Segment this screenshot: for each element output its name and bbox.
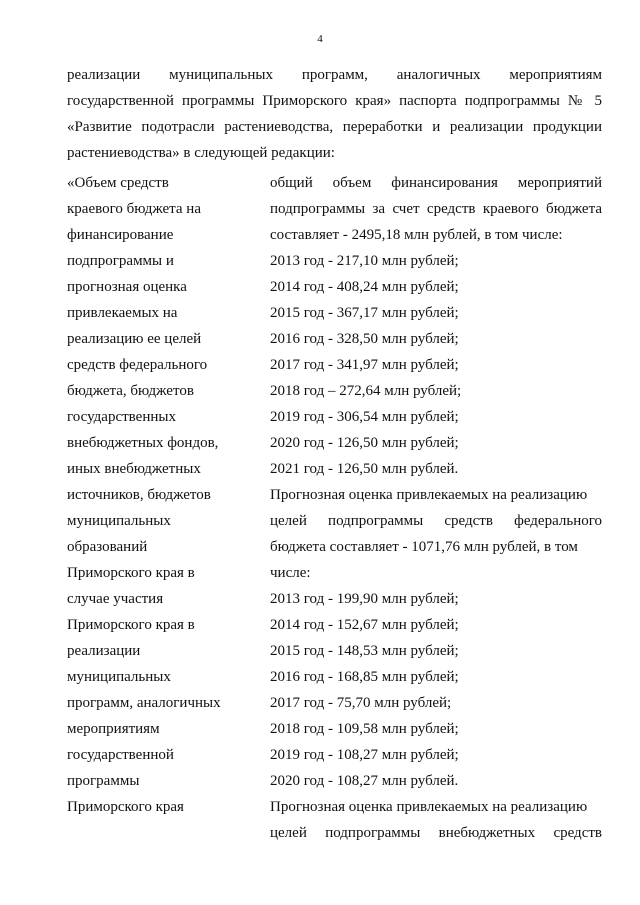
label-line: случае участия bbox=[67, 591, 164, 607]
label-line: государственной bbox=[67, 747, 174, 763]
value-line: числе: bbox=[270, 565, 311, 581]
value-line: составляет - 2495,18 млн рублей, в том числе: bbox=[270, 227, 563, 243]
value-line: подпрограммы за счет средств краевого бюджета bbox=[270, 201, 602, 217]
intro-line: реализации муниципальных программ, аналогичных мероприятиям bbox=[67, 67, 602, 83]
label-line: бюджета, бюджетов bbox=[67, 383, 194, 399]
value-line: 2014 год - 152,67 млн рублей; bbox=[270, 617, 459, 633]
intro-line: растениеводства» в следующей редакции: bbox=[67, 145, 335, 161]
intro-paragraph bbox=[67, 62, 602, 166]
value-line: Прогнозная оценка привлекаемых на реализацию bbox=[270, 487, 588, 503]
passport-field-value bbox=[270, 170, 602, 846]
label-line: реализацию ее целей bbox=[67, 331, 202, 347]
value-line: 2016 год - 328,50 млн рублей; bbox=[270, 331, 459, 347]
value-line: целей подпрограммы внебюджетных средств bbox=[270, 825, 602, 841]
value-line: 2017 год - 341,97 млн рублей; bbox=[270, 357, 459, 373]
label-line: иных внебюджетных bbox=[67, 461, 201, 477]
label-line: привлекаемых на bbox=[67, 305, 178, 321]
value-line: 2013 год - 217,10 млн рублей; bbox=[270, 253, 459, 269]
label-line: образований bbox=[67, 539, 148, 555]
label-line: финансирование bbox=[67, 227, 174, 243]
label-line: реализации bbox=[67, 643, 141, 659]
label-line: муниципальных bbox=[67, 669, 171, 685]
label-line: программ, аналогичных bbox=[67, 695, 221, 711]
label-line: подпрограммы и bbox=[67, 253, 174, 269]
value-line: 2015 год - 148,53 млн рублей; bbox=[270, 643, 459, 659]
label-line: программы bbox=[67, 773, 140, 789]
label-line: «Объем средств bbox=[67, 175, 169, 191]
page-number: 4 bbox=[317, 33, 323, 45]
label-line: Приморского края bbox=[67, 799, 184, 815]
value-line: 2017 год - 75,70 млн рублей; bbox=[270, 695, 452, 711]
value-line: 2014 год - 408,24 млн рублей; bbox=[270, 279, 459, 295]
value-line: общий объем финансирования мероприятий bbox=[270, 175, 602, 191]
value-line: 2018 год – 272,64 млн рублей; bbox=[270, 383, 462, 399]
value-line: Прогнозная оценка привлекаемых на реализацию bbox=[270, 799, 588, 815]
value-line: 2020 год - 108,27 млн рублей. bbox=[270, 773, 459, 789]
label-line: внебюджетных фондов, bbox=[67, 435, 219, 451]
label-line: краевого бюджета на bbox=[67, 201, 201, 217]
value-line: 2021 год - 126,50 млн рублей. bbox=[270, 461, 459, 477]
value-line: бюджета составляет - 1071,76 млн рублей, в том bbox=[270, 539, 578, 555]
label-line: муниципальных bbox=[67, 513, 171, 529]
label-line: Приморского края в bbox=[67, 617, 195, 633]
label-line: мероприятиям bbox=[67, 721, 160, 737]
intro-line: государственной программы Приморского края» паспорта подпрограммы № 5 bbox=[67, 93, 602, 109]
value-line: 2019 год - 306,54 млн рублей; bbox=[270, 409, 459, 425]
intro-line: «Развитие подотрасли растениеводства, переработки и реализации продукции bbox=[67, 119, 602, 135]
value-line: 2020 год - 126,50 млн рублей; bbox=[270, 435, 459, 451]
label-line: Приморского края в bbox=[67, 565, 195, 581]
label-line: источников, бюджетов bbox=[67, 487, 211, 503]
value-line: 2018 год - 109,58 млн рублей; bbox=[270, 721, 459, 737]
value-line: 2019 год - 108,27 млн рублей; bbox=[270, 747, 459, 763]
label-line: прогнозная оценка bbox=[67, 279, 187, 295]
value-line: 2015 год - 367,17 млн рублей; bbox=[270, 305, 459, 321]
value-line: 2013 год - 199,90 млн рублей; bbox=[270, 591, 459, 607]
value-line: 2016 год - 168,85 млн рублей; bbox=[270, 669, 459, 685]
label-line: государственных bbox=[67, 409, 176, 425]
label-line: средств федерального bbox=[67, 357, 208, 373]
value-line: целей подпрограммы средств федерального bbox=[270, 513, 602, 529]
passport-field-label bbox=[67, 170, 252, 820]
